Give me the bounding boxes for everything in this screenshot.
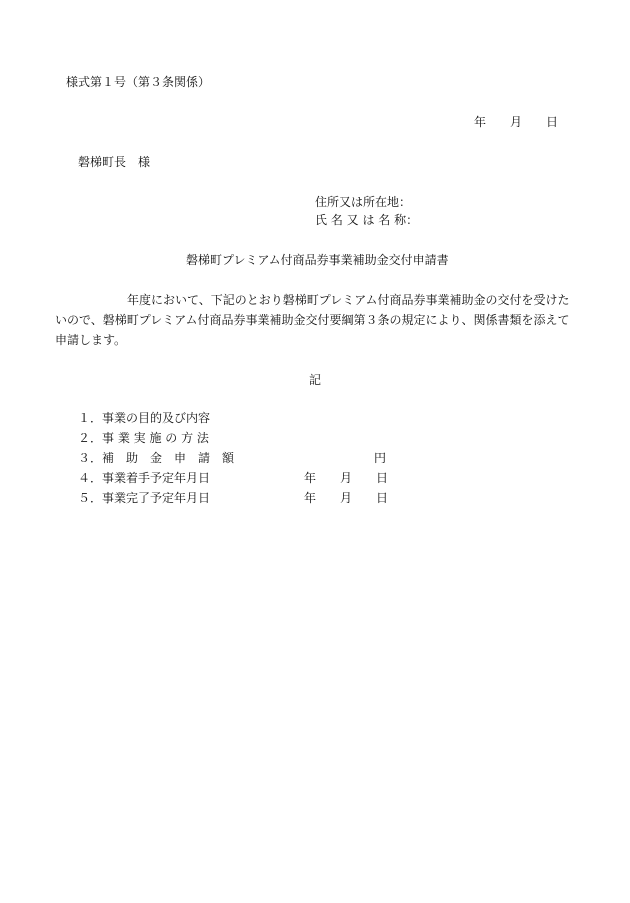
applicant-name-label: 氏 名 又 は 名 称： <box>315 213 419 227</box>
list-item <box>78 470 398 486</box>
body-text: 年度において、下記のとおり磐梯町プレミアム付商品券事業補助金の交付を受けたいので、磐梯町プレミアム付商品券事業補助金交付要綱第３条の規定により、関係書類を添えて申請します。 <box>55 293 570 347</box>
item-number: ５． <box>78 491 103 505</box>
item-number: ３． <box>78 451 103 465</box>
item-label: 事 業 実 施 の 方 法 <box>102 431 209 445</box>
item-label: 事業完了予定年月日 <box>102 491 211 505</box>
item-value: 年 月 日 <box>304 471 389 485</box>
list-item <box>78 450 398 466</box>
list-item <box>78 490 398 506</box>
item-label: 事業の目的及び内容 <box>102 411 211 425</box>
item-label: 事業着手予定年月日 <box>102 471 211 485</box>
addressee: 磐梯町長 様 <box>78 155 151 169</box>
item-value: 年 月 日 <box>304 491 389 505</box>
item-value: 円 <box>374 451 387 465</box>
body-paragraph <box>55 290 580 350</box>
item-label: 補 助 金 申 請 額 <box>102 451 235 465</box>
list-item <box>78 410 398 426</box>
date-line: 年 月 日 <box>474 115 559 129</box>
list-item <box>78 430 398 446</box>
applicant-address-label: 住所又は所在地： <box>315 195 412 209</box>
ki-heading: 記 <box>309 373 322 387</box>
document-title: 磐梯町プレミアム付商品券事業補助金交付申請書 <box>186 253 449 267</box>
item-number: １． <box>78 411 103 425</box>
item-number: ２． <box>78 431 103 445</box>
item-number: ４． <box>78 471 103 485</box>
form-number: 様式第１号（第３条関係） <box>66 75 211 89</box>
